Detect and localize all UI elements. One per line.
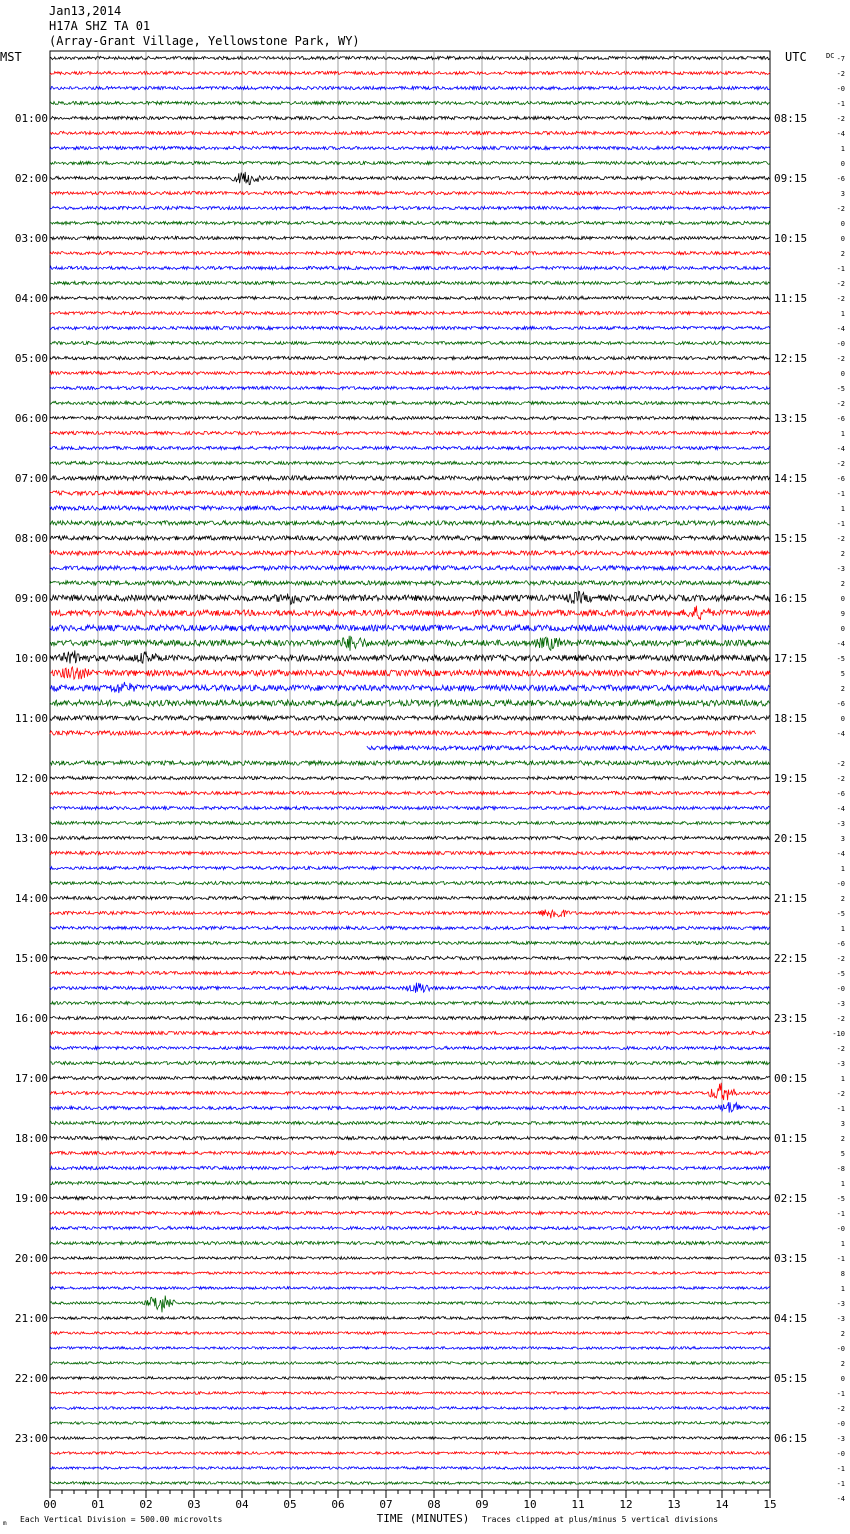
x-tick-label-6: 06: [331, 1498, 345, 1511]
mst-hour-label-16: 16:00: [14, 1012, 48, 1025]
utc-hour-label-6: 13:15: [774, 412, 808, 425]
dc-offset-78: -0: [836, 1225, 845, 1233]
dc-offset-24: -6: [836, 415, 845, 423]
mst-hour-label-10: 10:00: [14, 652, 48, 665]
utc-hour-label-22: 05:15: [774, 1372, 808, 1385]
dc-offset-14: -1: [836, 265, 845, 273]
dc-offset-16: -2: [836, 295, 845, 303]
trace-41: [50, 667, 770, 679]
trace-35: [50, 581, 770, 585]
trace-1: [50, 71, 770, 74]
dc-offset-18: -4: [836, 325, 845, 333]
dc-offset-88: 0: [840, 1375, 845, 1383]
trace-88: [50, 1377, 770, 1380]
dc-offset-93: -0: [836, 1450, 845, 1458]
dc-offset-86: -0: [836, 1345, 845, 1353]
dc-offset-53: -4: [836, 850, 845, 858]
dc-offset-91: -0: [836, 1420, 845, 1428]
trace-56: [50, 896, 770, 899]
trace-22: [50, 386, 770, 389]
trace-28: [50, 476, 770, 480]
trace-14: [50, 266, 770, 269]
dc-offset-20: -2: [836, 355, 845, 363]
utc-hour-label-12: 19:15: [774, 772, 808, 785]
dc-offset-42: 2: [840, 685, 845, 693]
utc-hour-label-21: 04:15: [774, 1312, 808, 1325]
utc-hour-label-8: 15:15: [774, 532, 808, 545]
dc-offset-30: 1: [840, 505, 845, 513]
utc-hour-label-18: 01:15: [774, 1132, 808, 1145]
trace-7: [50, 161, 770, 164]
x-axis-title: TIME (MINUTES): [376, 1512, 470, 1525]
utc-hour-label-2: 09:15: [774, 172, 808, 185]
mst-hour-label-19: 19:00: [14, 1192, 48, 1205]
dc-offset-55: -0: [836, 880, 845, 888]
utc-hour-label-15: 22:15: [774, 952, 808, 965]
dc-offset-2: -0: [836, 85, 845, 93]
dc-offset-76: -5: [836, 1195, 845, 1203]
dc-offset-26: -4: [836, 445, 845, 453]
trace-51: [50, 821, 770, 824]
dc-offset-89: -1: [836, 1390, 845, 1398]
trace-19: [50, 341, 770, 344]
trace-47: [50, 761, 770, 765]
mst-hour-label-7: 07:00: [14, 472, 48, 485]
dc-offset-70: -1: [836, 1105, 845, 1113]
trace-36: [50, 591, 770, 604]
trace-68: [50, 1076, 770, 1079]
mst-hour-label-22: 22:00: [14, 1372, 48, 1385]
utc-hour-label-19: 02:15: [774, 1192, 808, 1205]
utc-hour-label-16: 23:15: [774, 1012, 808, 1025]
trace-60: [50, 956, 770, 959]
trace-93: [50, 1452, 770, 1455]
trace-25: [50, 431, 770, 434]
mst-hour-label-21: 21:00: [14, 1312, 48, 1325]
trace-17: [50, 311, 770, 314]
trace-50: [50, 806, 770, 809]
utc-hour-label-9: 16:15: [774, 592, 808, 605]
trace-15: [50, 281, 770, 284]
x-tick-label-12: 12: [619, 1498, 633, 1511]
corner-mark: m: [3, 1520, 7, 1527]
dc-offset-19: -0: [836, 340, 845, 348]
header-location: (Array-Grant Village, Yellowstone Park, WY): [49, 34, 360, 48]
dc-offset-56: 2: [840, 895, 845, 903]
dc-offset-51: -3: [836, 820, 845, 828]
utc-hour-label-10: 17:15: [774, 652, 808, 665]
dc-offset-41: 5: [840, 670, 845, 678]
mst-hour-label-8: 08:00: [14, 532, 48, 545]
trace-24: [50, 416, 770, 419]
dc-label: DC: [826, 52, 835, 60]
mst-hour-label-1: 01:00: [14, 112, 48, 125]
dc-offset-40: -5: [836, 655, 845, 663]
trace-71: [50, 1121, 770, 1124]
trace-62: [50, 983, 770, 993]
trace-42: [50, 682, 770, 693]
trace-0: [50, 56, 770, 59]
trace-44: [50, 716, 770, 720]
trace-32: [50, 536, 770, 540]
dc-offset-75: 1: [840, 1180, 845, 1188]
dc-offset-90: -2: [836, 1405, 845, 1413]
dc-offset-81: 8: [840, 1270, 845, 1278]
mst-hour-label-18: 18:00: [14, 1132, 48, 1145]
dc-offset-82: 1: [840, 1285, 845, 1293]
trace-73: [50, 1151, 770, 1154]
dc-offset-49: -6: [836, 790, 845, 798]
dc-offset-52: 3: [840, 835, 845, 843]
trace-8: [50, 172, 770, 185]
mst-hour-label-3: 03:00: [14, 232, 48, 245]
x-tick-label-10: 10: [523, 1498, 537, 1511]
trace-52: [50, 836, 770, 839]
trace-80: [50, 1257, 770, 1260]
dc-offset-63: -3: [836, 1000, 845, 1008]
x-tick-label-15: 15: [763, 1498, 777, 1511]
trace-43: [50, 700, 770, 706]
mst-hour-label-23: 23:00: [14, 1432, 48, 1445]
dc-offset-92: -3: [836, 1435, 845, 1443]
trace-9: [50, 191, 770, 194]
trace-39: [50, 636, 770, 651]
mst-hour-label-6: 06:00: [14, 412, 48, 425]
dc-offset-22: -5: [836, 385, 845, 393]
dc-offset-69: -2: [836, 1090, 845, 1098]
utc-label: UTC: [785, 50, 807, 64]
x-tick-label-2: 02: [139, 1498, 153, 1511]
trace-84: [50, 1317, 770, 1320]
trace-65: [50, 1031, 770, 1034]
mst-hour-label-4: 04:00: [14, 292, 48, 305]
mst-hour-label-11: 11:00: [14, 712, 48, 725]
dc-offset-73: 5: [840, 1150, 845, 1158]
trace-74: [50, 1166, 770, 1169]
trace-31: [50, 521, 770, 525]
dc-offset-85: 2: [840, 1330, 845, 1338]
trace-94: [50, 1467, 770, 1470]
mst-hour-label-5: 05:00: [14, 352, 48, 365]
utc-hour-label-17: 00:15: [774, 1072, 808, 1085]
trace-89: [50, 1392, 770, 1395]
trace-20: [50, 356, 770, 359]
dc-offset-57: -5: [836, 910, 845, 918]
dc-offset-67: -3: [836, 1060, 845, 1068]
x-tick-label-13: 13: [667, 1498, 681, 1511]
dc-offset-15: -2: [836, 280, 845, 288]
dc-offset-44: 0: [840, 715, 845, 723]
dc-offset-80: -1: [836, 1255, 845, 1263]
trace-81: [50, 1272, 770, 1275]
mst-hour-label-15: 15:00: [14, 952, 48, 965]
dc-offset-43: -6: [836, 700, 845, 708]
trace-46: [367, 746, 770, 750]
trace-48: [50, 776, 770, 779]
dc-offset-6: 1: [840, 145, 845, 153]
dc-offset-0: -7: [836, 55, 845, 63]
trace-4: [50, 116, 770, 119]
trace-90: [50, 1407, 770, 1410]
trace-12: [50, 236, 770, 239]
dc-offset-29: -1: [836, 490, 845, 498]
dc-offset-45: -4: [836, 730, 845, 738]
dc-offset-64: -2: [836, 1015, 845, 1023]
trace-92: [50, 1437, 770, 1440]
mst-hour-label-2: 02:00: [14, 172, 48, 185]
dc-offset-12: 0: [840, 235, 845, 243]
utc-hour-label-4: 11:15: [774, 292, 808, 305]
mst-hour-label-17: 17:00: [14, 1072, 48, 1085]
utc-hour-label-20: 03:15: [774, 1252, 808, 1265]
dc-offset-34: -3: [836, 565, 845, 573]
dc-offset-58: 1: [840, 925, 845, 933]
trace-16: [50, 296, 770, 299]
trace-34: [50, 566, 770, 570]
trace-69: [50, 1083, 770, 1100]
dc-offset-17: 1: [840, 310, 845, 318]
trace-72: [50, 1136, 770, 1139]
trace-5: [50, 131, 770, 134]
mst-hour-label-12: 12:00: [14, 772, 48, 785]
trace-66: [50, 1046, 770, 1049]
mst-hour-label-13: 13:00: [14, 832, 48, 845]
dc-offset-66: -2: [836, 1045, 845, 1053]
trace-83: [50, 1296, 770, 1313]
trace-79: [50, 1241, 770, 1244]
trace-30: [50, 506, 770, 510]
dc-offset-60: -2: [836, 955, 845, 963]
dc-offset-39: -4: [836, 640, 845, 648]
x-tick-label-3: 03: [187, 1498, 201, 1511]
dc-offset-21: 0: [840, 370, 845, 378]
trace-86: [50, 1347, 770, 1350]
utc-hour-label-13: 20:15: [774, 832, 808, 845]
dc-offset-31: -1: [836, 520, 845, 528]
utc-hour-label-14: 21:15: [774, 892, 808, 905]
trace-2: [50, 86, 770, 89]
trace-18: [50, 326, 770, 329]
x-tick-label-0: 00: [43, 1498, 57, 1511]
trace-70: [50, 1102, 770, 1112]
trace-40: [50, 650, 770, 663]
trace-82: [50, 1287, 770, 1290]
dc-offset-72: 2: [840, 1135, 845, 1143]
dc-offset-27: -2: [836, 460, 845, 468]
dc-offset-25: 1: [840, 430, 845, 438]
dc-offset-10: -2: [836, 205, 845, 213]
dc-offset-61: -5: [836, 970, 845, 978]
clip-note: Traces clipped at plus/minus 5 vertical divisions: [482, 1515, 719, 1524]
trace-45: [50, 731, 756, 735]
dc-offset-3: -1: [836, 100, 845, 108]
x-tick-label-11: 11: [571, 1498, 585, 1511]
trace-23: [50, 401, 770, 404]
dc-offset-8: -6: [836, 175, 845, 183]
mst-hour-label-9: 09:00: [14, 592, 48, 605]
x-tick-label-1: 01: [91, 1498, 105, 1511]
trace-10: [50, 206, 770, 209]
trace-55: [50, 881, 770, 884]
dc-offset-36: 0: [840, 595, 845, 603]
header-station: H17A SHZ TA 01: [49, 19, 151, 33]
dc-offset-94: -1: [836, 1465, 845, 1473]
dc-offset-84: -3: [836, 1315, 845, 1323]
trace-57: [50, 910, 770, 919]
trace-61: [50, 971, 770, 974]
mst-hour-label-20: 20:00: [14, 1252, 48, 1265]
utc-hour-label-5: 12:15: [774, 352, 808, 365]
trace-76: [50, 1196, 770, 1199]
trace-33: [50, 551, 770, 555]
x-tick-label-8: 08: [427, 1498, 441, 1511]
scale-note: Each Vertical Division = 500.00 microvolts: [20, 1515, 223, 1524]
header-date: Jan13,2014: [49, 4, 122, 18]
trace-29: [50, 491, 770, 495]
dc-offset-47: -2: [836, 760, 845, 768]
x-tick-label-4: 04: [235, 1498, 249, 1511]
utc-hour-label-7: 14:15: [774, 472, 808, 485]
trace-67: [50, 1061, 770, 1064]
trace-63: [50, 1001, 770, 1004]
dc-offset-71: 3: [840, 1120, 845, 1128]
dc-offset-1: -2: [836, 70, 845, 78]
dc-offset-96: -4: [836, 1495, 845, 1503]
trace-59: [50, 941, 770, 944]
dc-offset-77: -1: [836, 1210, 845, 1218]
x-tick-label-5: 05: [283, 1498, 297, 1511]
trace-26: [50, 446, 770, 449]
dc-offset-83: -3: [836, 1300, 845, 1308]
utc-hour-label-3: 10:15: [774, 232, 808, 245]
x-tick-label-14: 14: [715, 1498, 729, 1511]
dc-offset-37: 9: [840, 610, 845, 618]
dc-offset-50: -4: [836, 805, 845, 813]
dc-offset-38: 0: [840, 625, 845, 633]
dc-offset-62: -0: [836, 985, 845, 993]
trace-13: [50, 251, 770, 254]
dc-offset-13: 2: [840, 250, 845, 258]
trace-6: [50, 146, 770, 149]
trace-85: [50, 1332, 770, 1335]
trace-11: [50, 221, 770, 224]
dc-offset-28: -6: [836, 475, 845, 483]
dc-offset-74: -8: [836, 1165, 845, 1173]
trace-38: [50, 625, 770, 631]
dc-offset-5: -4: [836, 130, 845, 138]
utc-hour-label-11: 18:15: [774, 712, 808, 725]
dc-offset-79: 1: [840, 1240, 845, 1248]
dc-offset-48: -2: [836, 775, 845, 783]
dc-offset-35: 2: [840, 580, 845, 588]
dc-offset-11: 0: [840, 220, 845, 228]
utc-hour-label-1: 08:15: [774, 112, 808, 125]
x-tick-label-9: 09: [475, 1498, 489, 1511]
dc-offset-87: 2: [840, 1360, 845, 1368]
trace-77: [50, 1211, 770, 1214]
x-tick-label-7: 07: [379, 1498, 393, 1511]
dc-offset-33: 2: [840, 550, 845, 558]
trace-58: [50, 926, 770, 929]
trace-21: [50, 371, 770, 374]
trace-27: [50, 461, 770, 464]
dc-offset-4: -2: [836, 115, 845, 123]
trace-75: [50, 1181, 770, 1184]
trace-78: [50, 1226, 770, 1229]
trace-91: [50, 1422, 770, 1425]
utc-hour-label-23: 06:15: [774, 1432, 808, 1445]
trace-87: [50, 1362, 770, 1365]
trace-37: [50, 606, 770, 620]
trace-95: [50, 1482, 770, 1485]
trace-53: [50, 851, 770, 854]
dc-offset-68: 1: [840, 1075, 845, 1083]
dc-offset-65: -10: [832, 1030, 845, 1038]
trace-3: [50, 101, 770, 104]
trace-49: [50, 791, 770, 794]
mst-label: MST: [0, 50, 22, 64]
mst-hour-label-14: 14:00: [14, 892, 48, 905]
dc-offset-59: -6: [836, 940, 845, 948]
dc-offset-95: -1: [836, 1480, 845, 1488]
trace-54: [50, 866, 770, 869]
trace-64: [50, 1016, 770, 1019]
dc-offset-32: -2: [836, 535, 845, 543]
dc-offset-54: 1: [840, 865, 845, 873]
dc-offset-23: -2: [836, 400, 845, 408]
dc-offset-9: 3: [840, 190, 845, 198]
dc-offset-7: 0: [840, 160, 845, 168]
